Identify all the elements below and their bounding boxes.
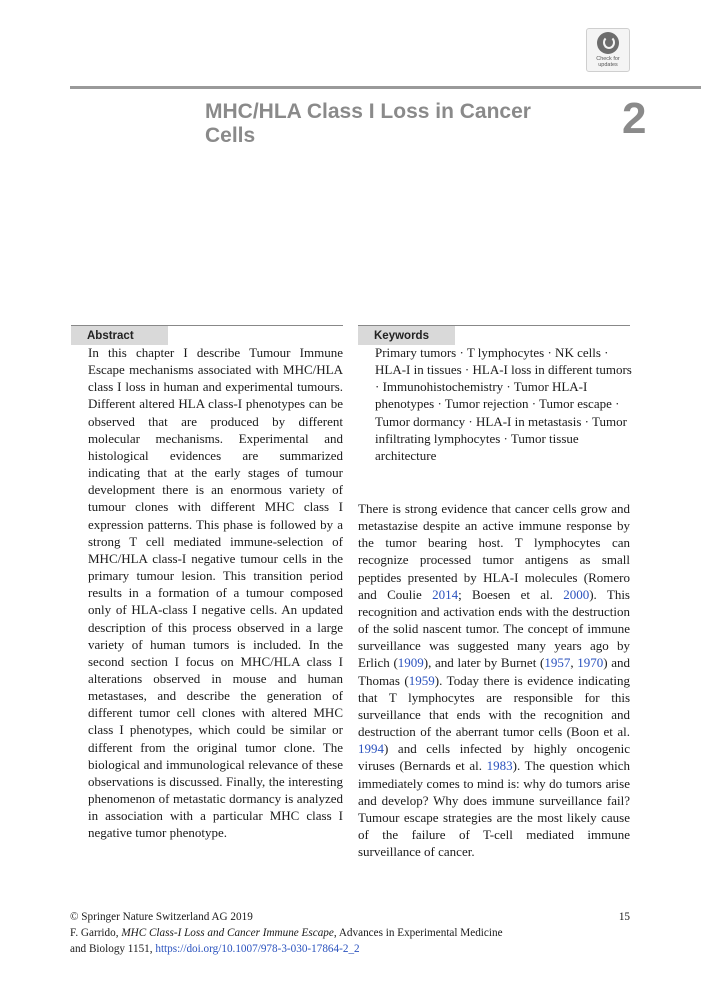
page-number: 15 <box>618 911 630 923</box>
chapter-number: 2 <box>622 94 647 143</box>
body-paragraph: There is strong evidence that cancer cells grow and metastazise despite an active immune response by the tumor bearing host. T lymphocytes can recognize processed tumor antigens as small peptides presented by HLA-I molecules (Romero and Coulie 2014; Boesen et al. 2000). This recognition and activation ends with the destruction of the solid nascent tumor. The concept of immune surveillance was suggested many years ago by Erlich (1909), and later by Burnet (1957, 1970) and Thomas (1959). Today there is evidence indicating that T lymphocytes are responsible for this surveillance that ends with the recognition and destruction of the aberrant tumor cells (Boon et al. 1994) and cells infected by highly oncogenic viruses (Bernards et al. 1983). The question which immediately comes to mind is: why do tumors arise and develop? Why does immune surveillance fail? Tumour escape strategies are the most likely cause of the failure of T-cell mediated immune surveillance of cancer. <box>358 501 631 860</box>
keywords-heading: Keywords <box>358 325 630 345</box>
citation-link[interactable]: 2014 <box>432 586 459 602</box>
doi-link[interactable]: https://doi.org/10.1007/978-3-030-17864-2_2 <box>155 943 360 955</box>
chapter-title: MHC/HLA Class I Loss in Cancer Cells <box>205 100 531 147</box>
citation-link[interactable]: 1970 <box>577 655 604 671</box>
check-for-updates-badge[interactable] <box>586 28 630 72</box>
citation-line-2: and Biology 1151, https://doi.org/10.1007/978-3-030-17864-2_2 <box>70 943 360 955</box>
keywords-text: Primary tumors · T lymphocytes · NK cells · HLA-I in tissues · HLA-I loss in different tumors · Immunohistochemistry · Tumor HLA-I phenotypes · Tumor rejection · Tumor escape · Tumor dormancy · HLA-I in metastasis · Tumor infiltrating lymphocytes · Tumor tissue architecture <box>375 345 632 463</box>
badge-label: Check for updates <box>596 56 620 68</box>
footer <box>70 909 630 957</box>
citation-link[interactable]: 1909 <box>397 655 424 671</box>
abstract-text: In this chapter I describe Tumour Immune Escape mechanisms associated with MHC/HLA class I loss in human and experimental tumours. Different altered HLA class-I phenotypes can be observed that are produced by different molecular mechanisms. Experimental and histological evidences are summarized indicating that at the early stages of tumour development there is an enormous variety of tumour clones with different MHC class I expression patterns. This phase is followed by a strong T cell mediated immune-selection of MHC/HLA class-I negative tumour cells in the primary tumour lesion. This transition period results in a formation of a tumour composed only of HLA-class I negative cells. An updated description of this process observed in a large variety of human tumors is included. In the second section I focus on MHC/HLA class I alterations observed in mouse and human metastases, and describe the generation of different tumor cell clones with altered MHC class I phenotypes, which could be similar or different from the original tumor clone. The biological and immunological relevance of these observations is discussed. Finally, the interesting phenomenon of metastatic dormancy is analyzed in association with a particular MHC class I negative tumor phenotype. <box>88 345 343 841</box>
refresh-icon <box>597 32 619 54</box>
citation-link[interactable]: 1994 <box>358 741 384 757</box>
citation-link[interactable]: 1959 <box>408 672 435 688</box>
citation-link[interactable]: 1983 <box>486 758 513 774</box>
abstract-heading: Abstract <box>71 325 343 345</box>
citation-line: F. Garrido, MHC Class-I Loss and Cancer Immune Escape, Advances in Experimental Medicine <box>70 927 503 939</box>
citation-link[interactable]: 1957 <box>544 655 571 671</box>
header-rule <box>70 86 701 89</box>
copyright: © Springer Nature Switzerland AG 2019 <box>70 911 253 923</box>
citation-link[interactable]: 2000 <box>563 586 590 602</box>
